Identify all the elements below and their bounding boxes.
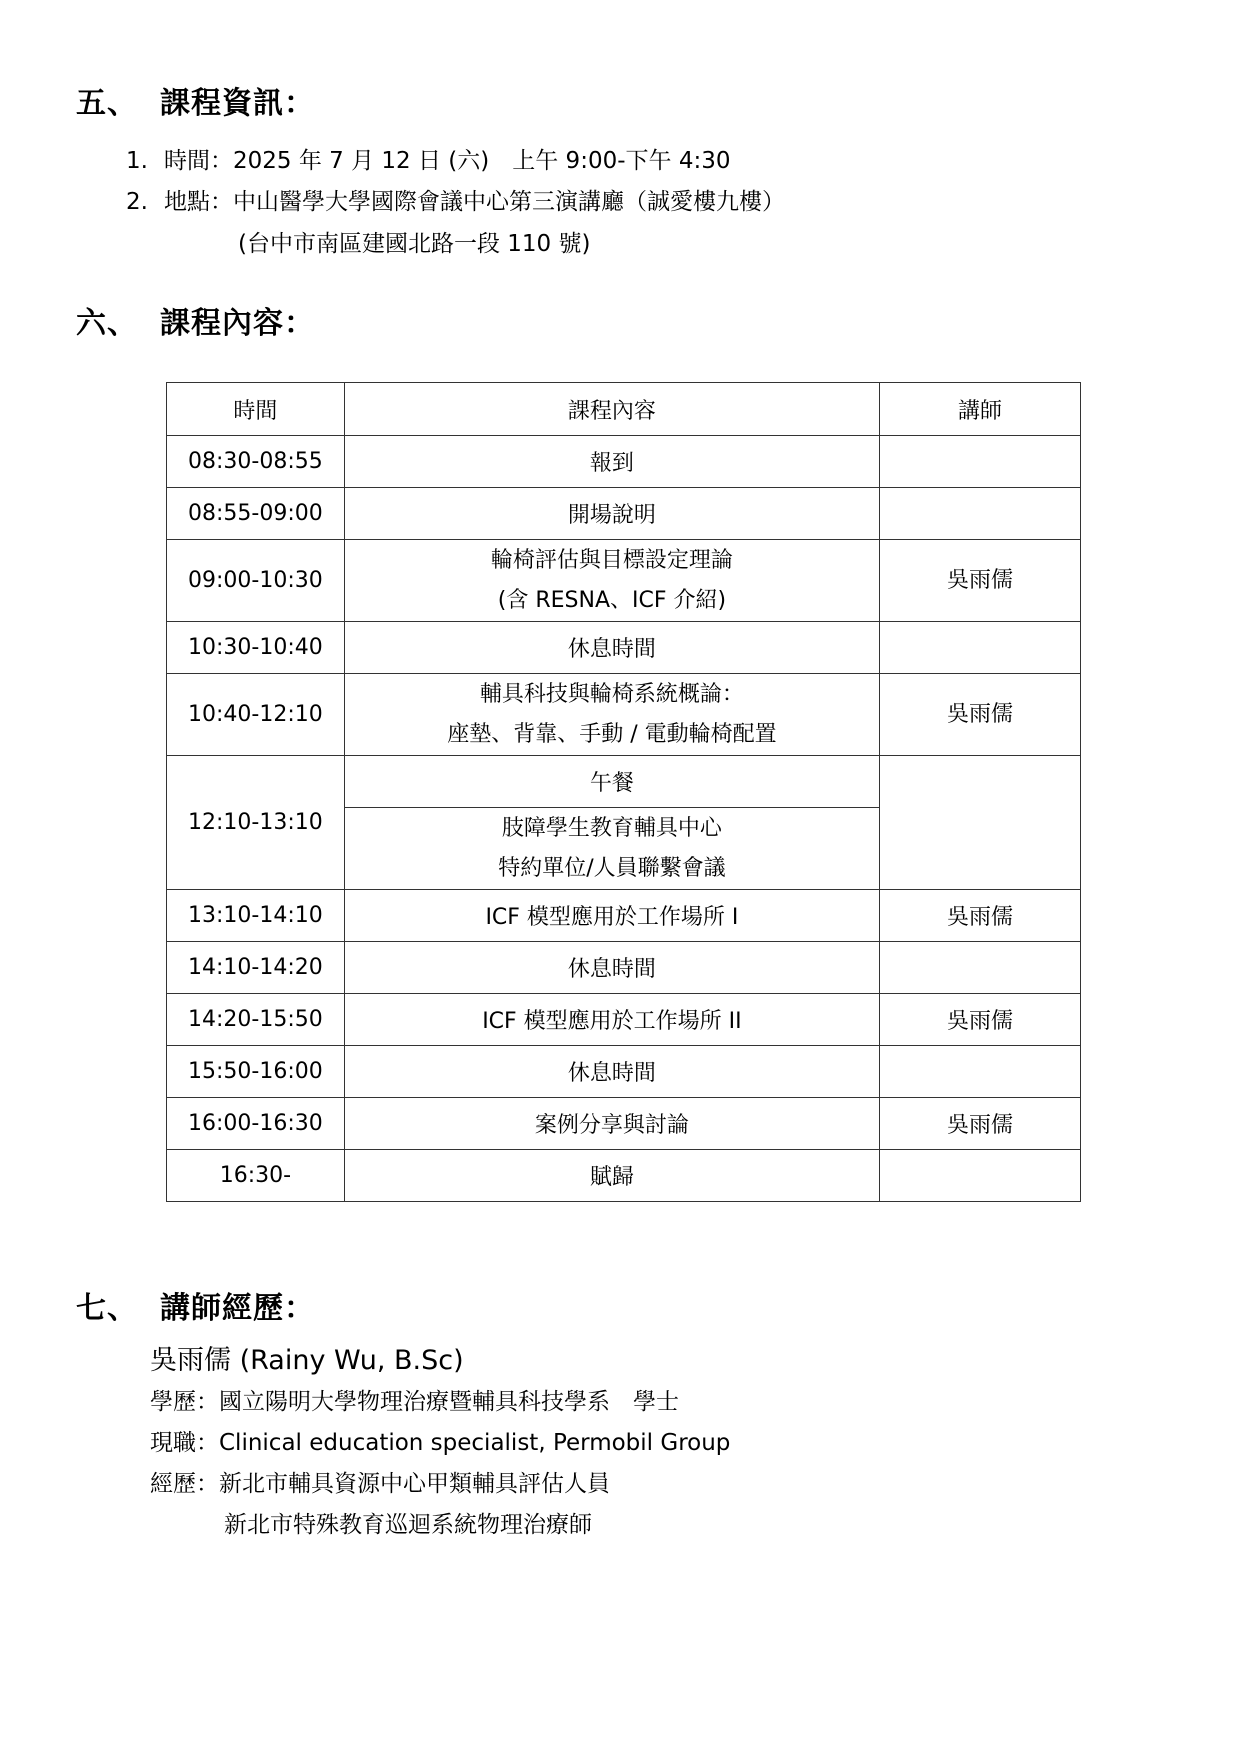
table-row (167, 1150, 1081, 1202)
row-time: 08:30-08:55 (167, 436, 345, 488)
course-time-line (126, 142, 730, 175)
section-5-number: 五、 (76, 86, 138, 121)
item-index: 1. (126, 148, 148, 174)
table-row (167, 674, 1081, 756)
table-row (167, 488, 1081, 540)
table-row (167, 890, 1081, 942)
course-location-text: 地點：中山醫學大學國際會議中心第三演講廳（誠愛樓九樓） (164, 189, 785, 215)
row-time: 08:55-09:00 (167, 488, 345, 540)
lecturer-experience-1: 經歷：新北市輔具資源中心甲類輔具評估人員 (150, 1471, 610, 1497)
item-index: 2. (126, 189, 148, 215)
row-time: 15:50-16:00 (167, 1046, 345, 1098)
row-content: 休息時間 (344, 942, 879, 994)
header-content: 課程內容 (344, 383, 879, 436)
row-content (344, 674, 879, 756)
row-content: ICF 模型應用於工作場所 II (344, 994, 879, 1046)
row-lecturer (880, 756, 1081, 890)
row-content-line: 輪椅評估與目標設定理論 (490, 547, 733, 573)
row-content: ICF 模型應用於工作場所 I (344, 890, 879, 942)
header-lecturer: 講師 (880, 383, 1081, 436)
row-time: 16:30- (167, 1150, 345, 1202)
row-content: 報到 (344, 436, 879, 488)
row-content (344, 540, 879, 622)
section-6-heading (76, 298, 315, 342)
row-content-line: 肢障學生教育輔具中心 (501, 815, 722, 841)
row-lecturer (880, 942, 1081, 994)
table-row (167, 540, 1081, 622)
course-address: (台中市南區建國北路一段 110 號) (238, 231, 591, 257)
section-5-title: 課程資訊： (160, 86, 315, 121)
table-row (167, 622, 1081, 674)
schedule-table (166, 382, 1081, 1202)
course-location-line (126, 183, 785, 216)
row-lecturer (880, 436, 1081, 488)
row-content-line: 座墊、背靠、手動 / 電動輪椅配置 (447, 721, 777, 747)
row-content: 賦歸 (344, 1150, 879, 1202)
row-time: 16:00-16:30 (167, 1098, 345, 1150)
row-time: 10:30-10:40 (167, 622, 345, 674)
table-row (167, 756, 1081, 808)
section-5-heading (76, 78, 315, 122)
row-lecturer: 吳雨儒 (880, 1098, 1081, 1150)
table-row (167, 436, 1081, 488)
table-header-row (167, 383, 1081, 436)
row-content: 休息時間 (344, 1046, 879, 1098)
lecturer-education: 學歷：國立陽明大學物理治療暨輔具科技學系 學士 (150, 1389, 679, 1415)
course-time-text: 時間：2025 年 7 月 12 日 (六) 上午 9:00-下午 4:30 (164, 148, 731, 174)
lecturer-name: 吳雨儒 (Rainy Wu, B.Sc) (150, 1345, 464, 1376)
row-lecturer: 吳雨儒 (880, 674, 1081, 756)
row-lecturer: 吳雨儒 (880, 540, 1081, 622)
row-content: 休息時間 (344, 622, 879, 674)
section-7-number: 七、 (76, 1291, 138, 1326)
table-row (167, 1046, 1081, 1098)
row-content-line: 輔具科技與輪椅系統概論： (479, 681, 744, 707)
row-time: 12:10-13:10 (167, 756, 345, 890)
row-content: 案例分享與討論 (344, 1098, 879, 1150)
lecturer-experience-2: 新北市特殊教育巡迴系統物理治療師 (224, 1512, 592, 1538)
row-time: 14:20-15:50 (167, 994, 345, 1046)
row-content (344, 808, 879, 890)
row-content: 開場說明 (344, 488, 879, 540)
row-content-line: (含 RESNA、ICF 介紹) (497, 587, 727, 613)
header-time: 時間 (167, 383, 345, 436)
table-row (167, 994, 1081, 1046)
row-lecturer (880, 488, 1081, 540)
row-time: 09:00-10:30 (167, 540, 345, 622)
row-lecturer: 吳雨儒 (880, 994, 1081, 1046)
lecturer-current-position: 現職：Clinical education specialist, Permobil Group (150, 1430, 731, 1456)
section-6-title: 課程內容： (160, 306, 315, 341)
row-content-line: 特約單位/人員聯繫會議 (498, 855, 726, 881)
table-row (167, 1098, 1081, 1150)
row-time: 14:10-14:20 (167, 942, 345, 994)
section-7-heading (76, 1283, 315, 1327)
row-lecturer (880, 622, 1081, 674)
row-lecturer (880, 1046, 1081, 1098)
table-row (167, 942, 1081, 994)
row-content: 午餐 (344, 756, 879, 808)
row-time: 13:10-14:10 (167, 890, 345, 942)
row-time: 10:40-12:10 (167, 674, 345, 756)
row-lecturer: 吳雨儒 (880, 890, 1081, 942)
row-lecturer (880, 1150, 1081, 1202)
section-6-number: 六、 (76, 306, 138, 341)
section-7-title: 講師經歷： (160, 1291, 315, 1326)
